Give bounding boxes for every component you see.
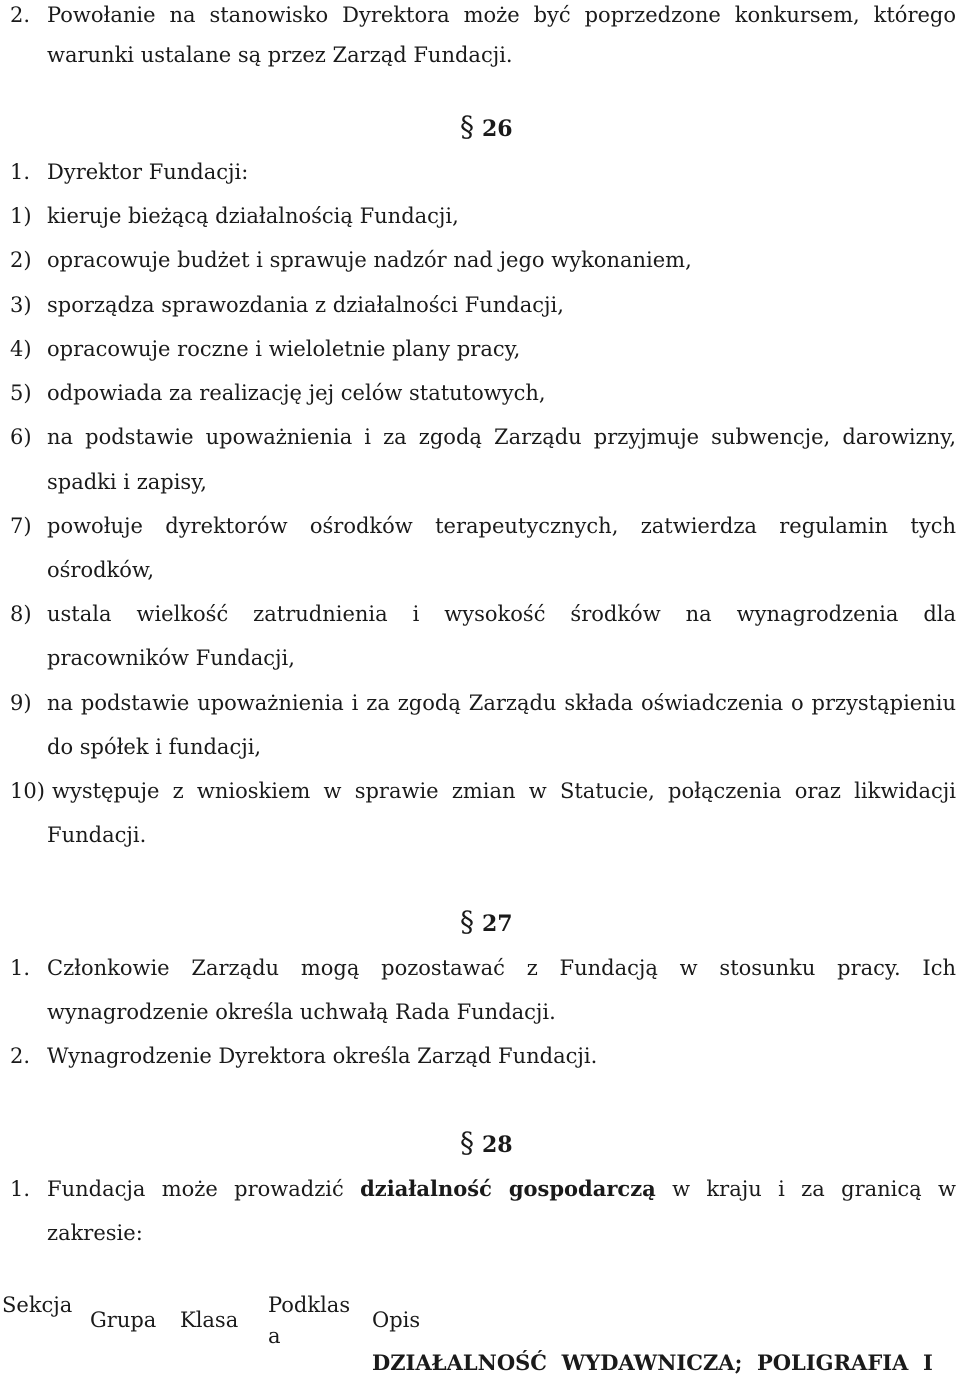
table-row-description: DZIAŁALNOŚĆ WYDAWNICZA; POLIGRAFIA I bbox=[372, 1350, 933, 1375]
item-number: 2) bbox=[10, 248, 32, 272]
item-text-continued: wynagrodzenie określa uchwałą Rada Fundacji. bbox=[47, 1000, 556, 1024]
item-number: 9) bbox=[10, 691, 32, 715]
item-text: odpowiada za realizację jej celów statutowych, bbox=[47, 381, 546, 405]
item-text: Członkowie Zarządu mogą pozostawać z Fundacją w stosunku pracy. Ich bbox=[47, 956, 956, 980]
section-heading-27 bbox=[460, 907, 513, 939]
item-text-continued: zakresie: bbox=[47, 1221, 143, 1245]
item-number: 6) bbox=[10, 425, 32, 449]
item-text: kieruje bieżącą działalnością Fundacji, bbox=[47, 204, 459, 228]
item-text: ustala wielkość zatrudnienia i wysokość środków na wynagrodzenia dla bbox=[47, 602, 956, 626]
section-sign: § bbox=[460, 1126, 474, 1159]
item-number: 2. bbox=[10, 3, 31, 27]
item-text: na podstawie upoważnienia i za zgodą Zarządu przyjmuje subwencje, darowizny, bbox=[47, 425, 956, 449]
item-number: 10) bbox=[10, 779, 45, 803]
item-number: 7) bbox=[10, 514, 32, 538]
section-sign: § bbox=[460, 110, 474, 143]
item-number: 1. bbox=[10, 956, 31, 980]
item-text-post: w kraju i za granicą w bbox=[655, 1177, 956, 1201]
item-number: 2. bbox=[10, 1044, 31, 1068]
section-heading-28 bbox=[460, 1128, 513, 1160]
item-text: Wynagrodzenie Dyrektora określa Zarząd Fundacji. bbox=[47, 1044, 598, 1068]
item-text: sporządza sprawozdania z działalności Fundacji, bbox=[47, 293, 564, 317]
item-text-continued: warunki ustalane są przez Zarząd Fundacji. bbox=[47, 43, 513, 67]
item-text-pre: Fundacja może prowadzić bbox=[47, 1177, 361, 1201]
item-text-bold: działalność gospodarczą bbox=[360, 1176, 656, 1201]
item-text-continued: do spółek i fundacji, bbox=[47, 735, 262, 759]
item-text: opracowuje budżet i sprawuje nadzór nad jego wykonaniem, bbox=[47, 248, 692, 272]
item-number: 1) bbox=[10, 204, 32, 228]
item-text-continued: Fundacji. bbox=[47, 823, 147, 847]
section-heading-26 bbox=[460, 112, 513, 144]
item-number: 1. bbox=[10, 160, 31, 184]
item-text: Powołanie na stanowisko Dyrektora może być poprzedzone konkursem, którego bbox=[47, 3, 956, 27]
section-number: 26 bbox=[482, 116, 513, 142]
item-text bbox=[47, 1174, 956, 1204]
item-text-continued: ośrodków, bbox=[47, 558, 155, 582]
item-text-continued: spadki i zapisy, bbox=[47, 470, 207, 494]
item-text: występuje z wnioskiem w sprawie zmian w Statucie, połączenia oraz likwidacji bbox=[52, 779, 956, 803]
item-text: powołuje dyrektorów ośrodków terapeutycznych, zatwierdza regulamin tych bbox=[47, 514, 956, 538]
item-text: opracowuje roczne i wieloletnie plany pracy, bbox=[47, 337, 521, 361]
item-number: 4) bbox=[10, 337, 32, 361]
item-text-continued: pracowników Fundacji, bbox=[47, 646, 295, 670]
section-sign: § bbox=[460, 905, 474, 938]
column-header-sekcja: Sekcja bbox=[2, 1293, 73, 1317]
item-number: 8) bbox=[10, 602, 32, 626]
column-header-klasa: Klasa bbox=[180, 1308, 239, 1332]
column-header-grupa: Grupa bbox=[90, 1308, 157, 1332]
item-number: 1. bbox=[10, 1177, 31, 1201]
column-header-podklasa: Podklas bbox=[268, 1293, 351, 1317]
item-number: 3) bbox=[10, 293, 32, 317]
section-number: 28 bbox=[482, 1132, 513, 1158]
column-header-podklasa-wrap: a bbox=[268, 1324, 281, 1348]
item-number: 5) bbox=[10, 381, 32, 405]
item-text: Dyrektor Fundacji: bbox=[47, 160, 249, 184]
column-header-opis: Opis bbox=[372, 1308, 421, 1332]
item-text: na podstawie upoważnienia i za zgodą Zarządu składa oświadczenia o przystąpieniu bbox=[47, 691, 956, 715]
section-number: 27 bbox=[482, 911, 513, 937]
